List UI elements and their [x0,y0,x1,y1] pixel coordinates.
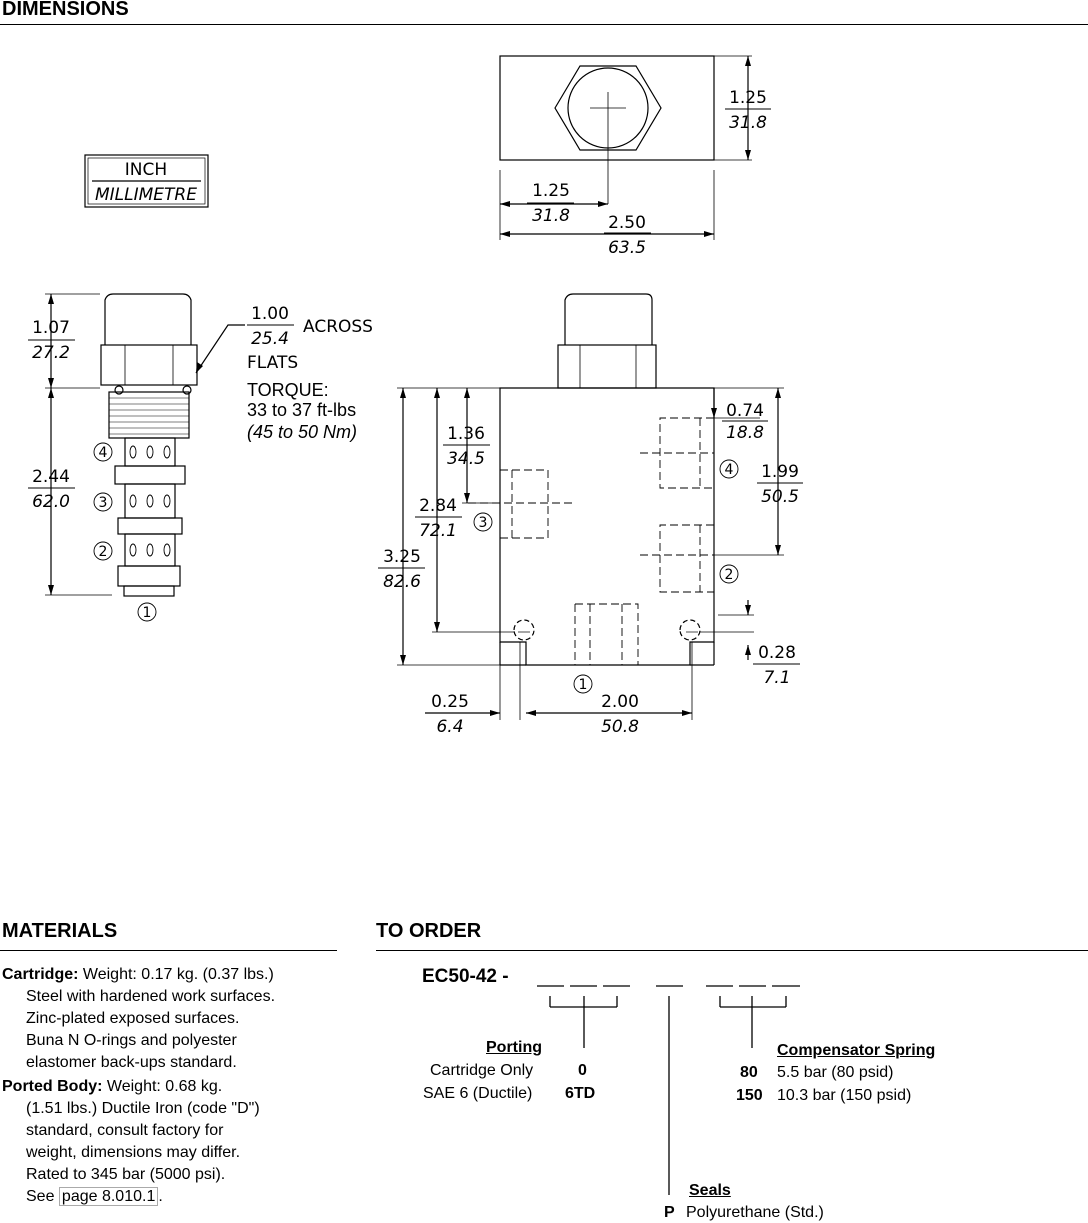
body-line-4: Rated to 345 bar (5000 psi). [26,1166,226,1183]
porting-code-1: 6TD [565,1085,596,1102]
across-mm: 25.4 [251,329,289,349]
body-line-0: Weight: 0.68 kg. [102,1078,223,1095]
body-port-3: 3 [478,515,488,531]
spring-label-0: 5.5 bar (80 psid) [777,1064,894,1081]
across-in: 1.00 [251,304,289,324]
body-d3-in: 3.25 [383,547,421,567]
body-d2-in: 2.84 [419,496,457,516]
body-port-4: 4 [724,462,734,478]
cart-port-2: 2 [98,544,108,560]
cart-height-mm: 27.2 [32,343,70,363]
body-d2-mm: 72.1 [419,521,457,541]
body-line-3: weight, dimensions may differ. [26,1144,241,1161]
top-half-in: 1.25 [532,181,570,201]
torque-title: TORQUE: [247,380,329,400]
body-d8-in: 2.00 [601,692,639,712]
flats-label: FLATS [247,353,299,373]
cartridge-label: Cartridge: [2,966,79,983]
seals-title: Seals [689,1182,731,1199]
top-height-in: 1.25 [729,88,767,108]
seals-code-0: P [664,1204,675,1221]
body-d5-mm: 50.5 [761,487,799,507]
spring-title: Compensator Spring [777,1042,936,1059]
body-d4-in: 0.74 [726,401,764,421]
cart-port-4: 4 [98,445,108,461]
porting-label-0: Cartridge Only [430,1062,534,1079]
page-reference-link[interactable]: page 8.010.1 [59,1187,158,1206]
body-line-1: (1.51 lbs.) Ductile Iron (code "D") [26,1100,260,1117]
seals-label-0: Polyurethane (Std.) [686,1204,824,1221]
cart-height-in: 1.07 [32,318,70,338]
body-d1-in: 1.36 [447,424,485,444]
porting-label-1: SAE 6 (Ductile) [423,1085,533,1102]
body-d8-mm: 50.8 [601,717,639,737]
top-width-in: 2.50 [608,213,646,233]
body-d5-in: 1.99 [761,462,799,482]
body-d6-mm: 7.1 [763,668,791,688]
across-label: ACROSS [303,317,373,337]
legend-mm: MILLIMETRE [95,185,197,205]
body-port-2: 2 [724,567,734,583]
spring-label-1: 10.3 bar (150 psid) [777,1087,912,1104]
cart-port-3: 3 [98,495,108,511]
body-line-2: standard, consult factory for [26,1122,224,1139]
body-label: Ported Body: [2,1078,103,1095]
cartridge-line-1: Steel with hardened work surfaces. [26,988,276,1005]
porting-code-0: 0 [578,1062,587,1079]
body-d1-mm: 34.5 [447,449,485,469]
torque-nm: (45 to 50 Nm) [247,422,358,442]
top-width-mm: 63.5 [608,238,646,258]
cart-port-1: 1 [142,605,152,621]
body-d6-in: 0.28 [758,643,796,663]
top-height-mm: 31.8 [729,113,767,133]
porting-title: Porting [486,1039,542,1056]
body-d7-in: 0.25 [431,692,469,712]
materials-heading: MATERIALS [2,920,118,942]
body-line-5: See [26,1188,59,1205]
dimensions-heading: DIMENSIONS [2,0,129,20]
cart-length-in: 2.44 [32,467,70,487]
body-link-suffix: . [158,1188,163,1205]
body-d4-mm: 18.8 [726,423,764,443]
spring-code-0: 80 [740,1064,758,1081]
cartridge-line-4: elastomer back-ups standard. [26,1054,237,1071]
cart-length-mm: 62.0 [32,492,70,512]
body-d3-mm: 82.6 [383,572,421,592]
legend-inch: INCH [124,160,168,180]
cartridge-line-0: Weight: 0.17 kg. (0.37 lbs.) [78,966,274,983]
cartridge-line-2: Zinc-plated exposed surfaces. [26,1010,240,1027]
body-d7-mm: 6.4 [436,717,464,737]
to-order-heading: TO ORDER [376,920,482,942]
body-port-1: 1 [578,677,588,693]
spring-code-1: 150 [736,1087,763,1104]
cartridge-line-3: Buna N O-rings and polyester [26,1032,237,1049]
top-half-mm: 31.8 [532,206,570,226]
order-model: EC50-42 - [422,966,509,987]
torque-ftlb: 33 to 37 ft-lbs [247,400,357,420]
